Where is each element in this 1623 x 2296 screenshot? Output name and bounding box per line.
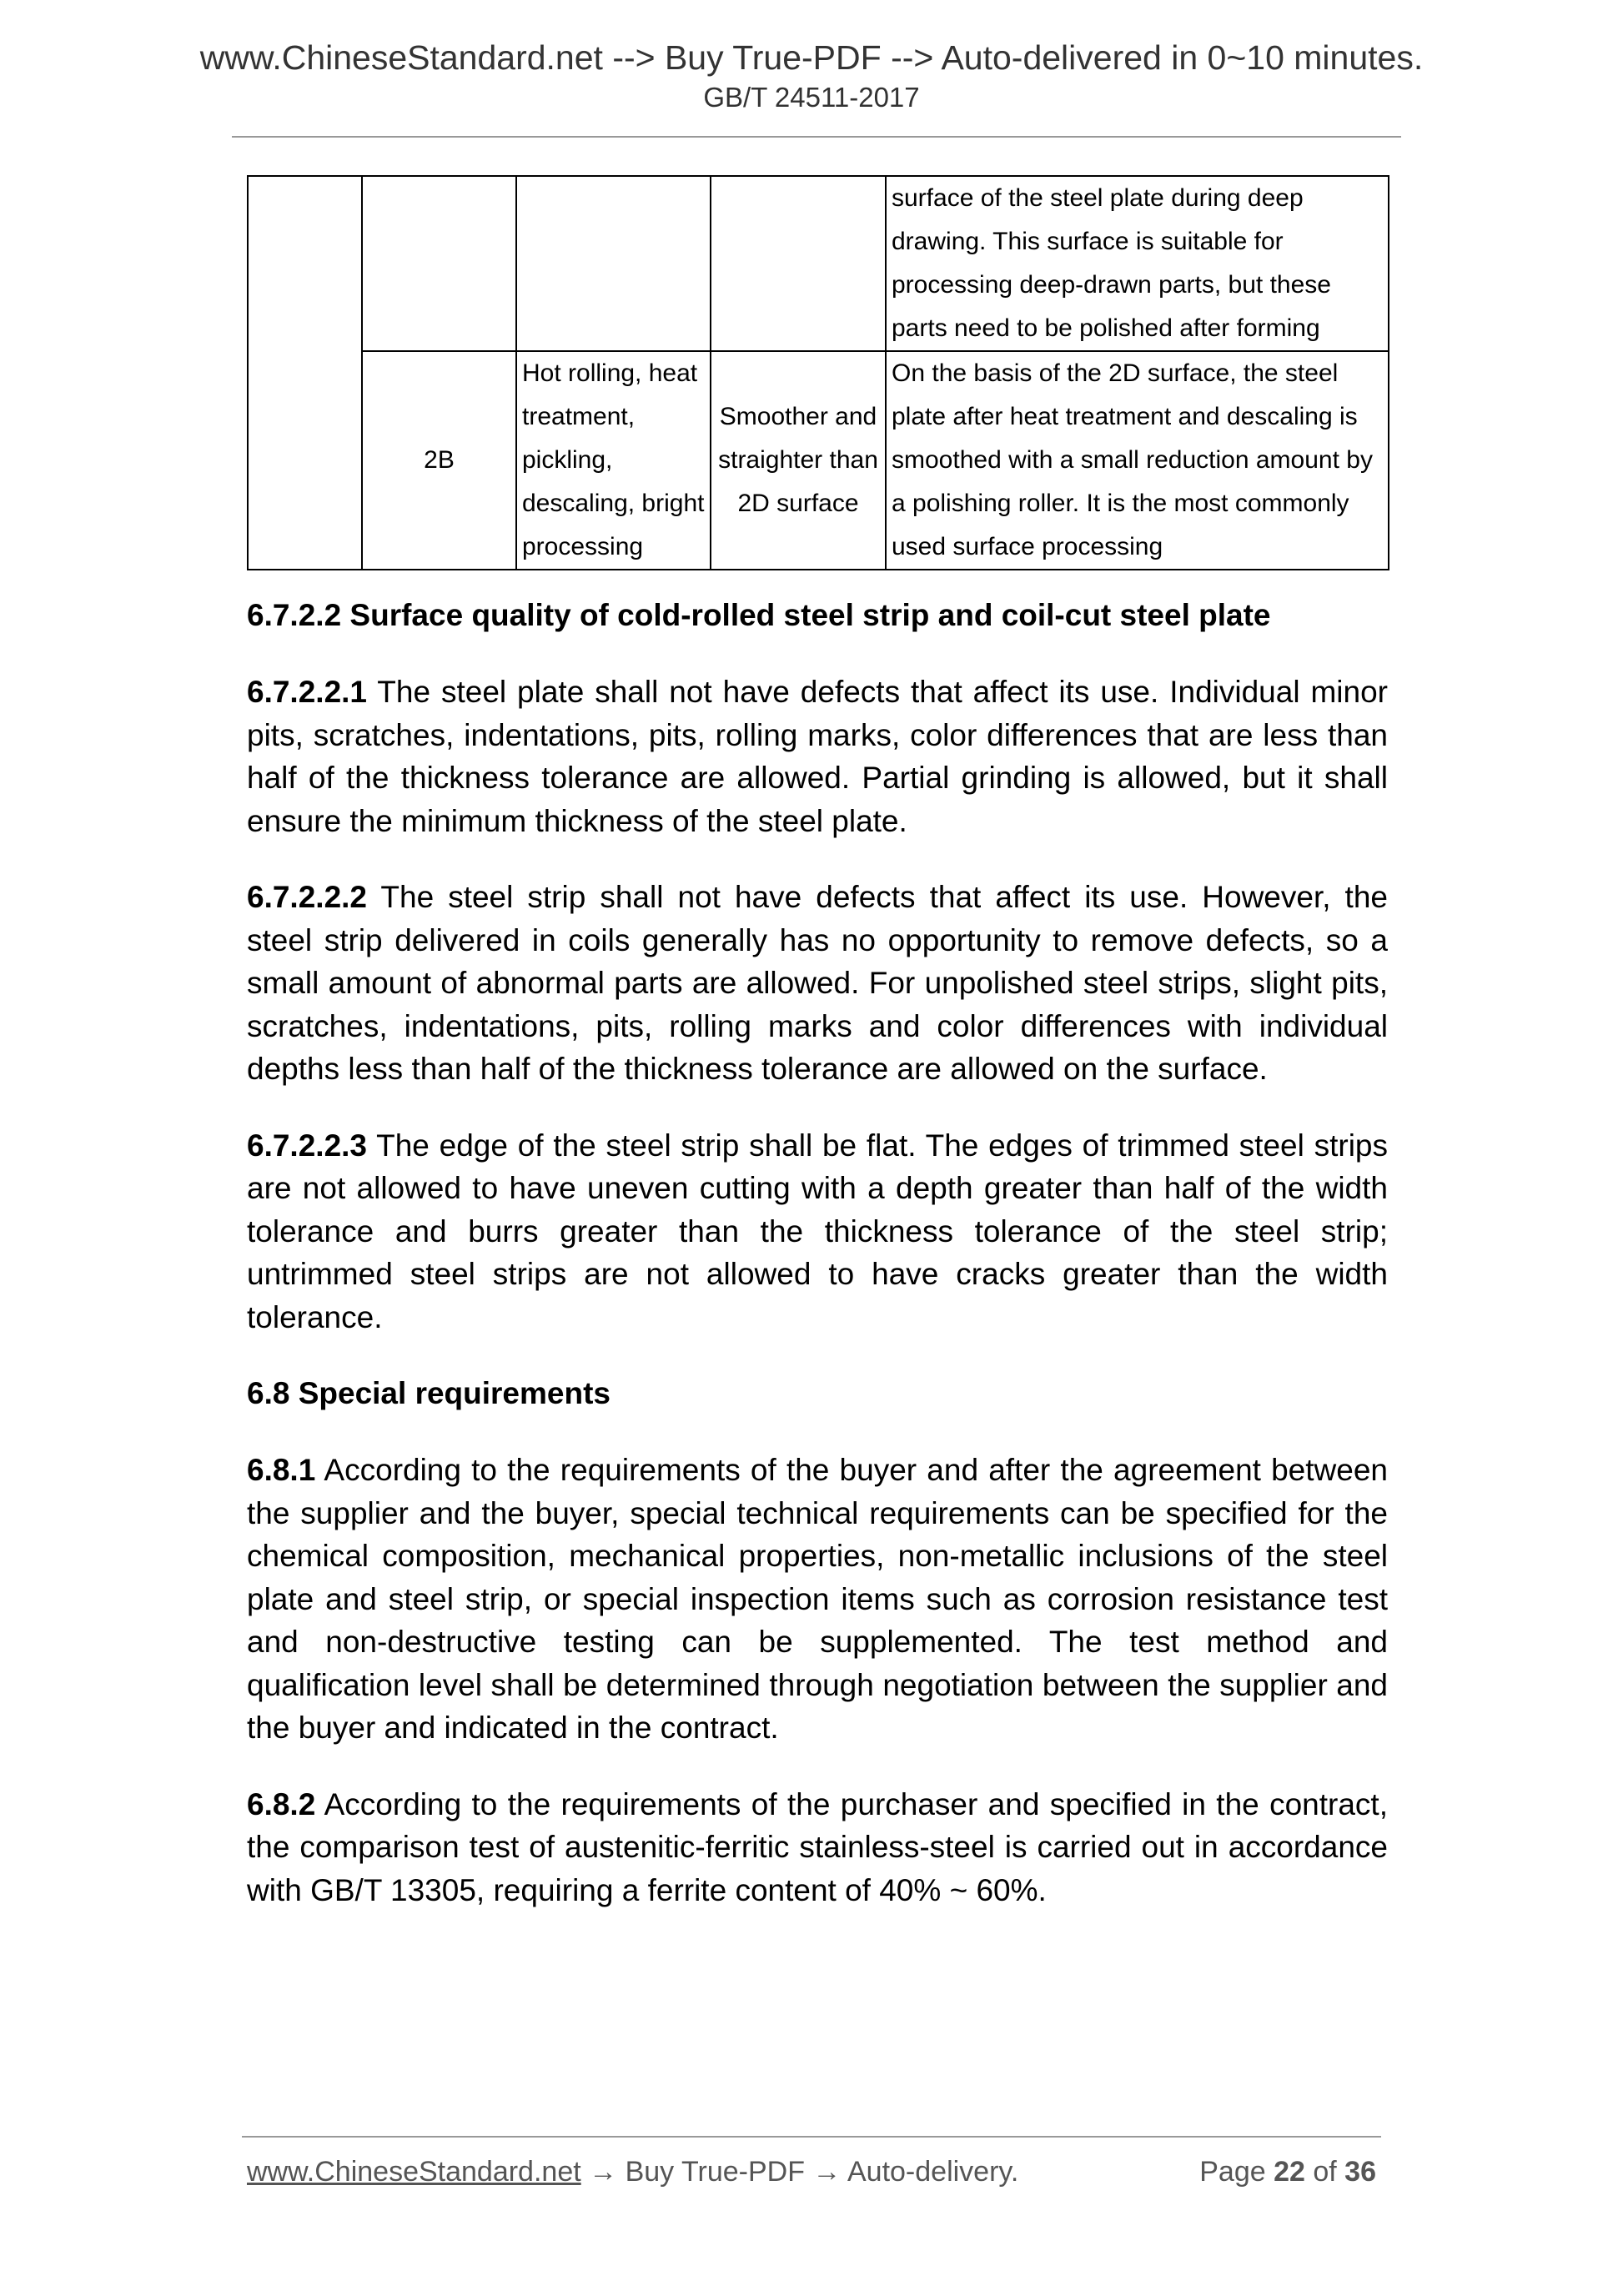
clause-number: 6.8.2 xyxy=(247,1786,316,1821)
clause-6-8-1 xyxy=(247,1449,1388,1750)
table-row xyxy=(248,176,1389,351)
page-number: 22 xyxy=(1274,2156,1305,2188)
process-line: descaling, bright xyxy=(522,490,705,517)
process-line: processing xyxy=(522,533,644,560)
process-line: Hot rolling, heat xyxy=(522,359,698,387)
clause-text: According to the requirements of the purchaser and specified in the contract, the comparison test of austenitic-ferritic stainless-steel is carried out in accordance with GB/T 13305, requiring a ferrite content of 40% ~ 60%. xyxy=(247,1786,1388,1907)
description-line: smoothed with a small reduction amount by xyxy=(892,446,1373,474)
description-line: surface of the steel plate during deep xyxy=(892,184,1304,212)
section-heading-6-7-2-2: 6.7.2.2 Surface quality of cold-rolled steel strip and coil-cut steel plate xyxy=(247,598,1271,632)
clause-text: The steel plate shall not have defects that affect its use. Individual minor pits, scratches, indentations, pits, rolling marks, color differences that are less than half of the thickness tolerance are allowed. Partial grinding is allowed, but it shall ensure the minimum thickness of the steel plate. xyxy=(247,675,1388,838)
clause-text: The edge of the steel strip shall be flat. The edges of trimmed steel strips are not allowed to have uneven cutting with a depth greater than half of the width tolerance and burrs greater than the thickness tolerance of the steel strip; untrimmed steel strips are not allowed to have cracks greater than the width tolerance. xyxy=(247,1128,1388,1334)
table-cell-process xyxy=(516,351,711,570)
description-line: parts need to be polished after forming xyxy=(892,314,1320,342)
clause-6-8-2 xyxy=(247,1783,1388,1912)
description-line: a polishing roller. It is the most commonly xyxy=(892,490,1349,517)
feature-line: straighter than xyxy=(718,446,878,474)
clause-number: 6.8.1 xyxy=(247,1453,316,1487)
header-divider xyxy=(232,136,1401,138)
clause-text: The steel strip shall not have defects that affect its use. However, the steel strip delivered in coils generally has no opportunity to remove defects, so a small amount of abnormal parts are allowed. For unpolished steel strips, slight pits, scratches, indentations, pits, rolling marks and color differences with individual depths less than half of the thickness tolerance are allowed on the surface. xyxy=(247,880,1388,1086)
feature-line: Smoother and xyxy=(719,403,877,430)
clause-text: According to the requirements of the buyer and after the agreement between the supplier and the buyer, special technical requirements can be specified for the chemical composition, mechanical properties, non-metallic inclusions of the steel plate and steel strip, or special inspection items such as corrosion resistance test and non-destructive testing can be supplemented. The test method and qualification level shall be determined through negotiation between the supplier and the buyer and indicated in the contract. xyxy=(247,1453,1388,1745)
document-body xyxy=(247,594,1388,1912)
clause-6-7-2-2-3 xyxy=(247,1124,1388,1339)
footer-link[interactable]: www.ChineseStandard.net xyxy=(247,2156,581,2188)
clause-number: 6.7.2.2.1 xyxy=(247,675,368,709)
header-banner: www.ChineseStandard.net --> Buy True-PDF --> Auto-delivered in 0~10 minutes. xyxy=(199,38,1424,77)
table-cell-description xyxy=(886,176,1389,351)
page-indicator xyxy=(1199,2156,1376,2188)
section-heading-6-8: 6.8 Special requirements xyxy=(247,1376,611,1410)
table-cell-description xyxy=(886,351,1389,570)
description-line: processing deep-drawn parts, but these xyxy=(892,271,1331,299)
description-line: used surface processing xyxy=(892,533,1163,560)
of-label: of xyxy=(1304,2156,1345,2188)
description-line: On the basis of the 2D surface, the steel xyxy=(892,359,1339,387)
footer-promo xyxy=(247,2156,1018,2188)
clause-6-7-2-2-2 xyxy=(247,876,1388,1091)
table-cell-feature xyxy=(711,176,886,351)
process-line: pickling, xyxy=(522,446,613,474)
description-line: drawing. This surface is suitable for xyxy=(892,228,1284,255)
description-line: plate after heat treatment and descaling is xyxy=(892,403,1358,430)
table-cell-code: 2B xyxy=(362,351,516,570)
process-line: treatment, xyxy=(522,403,636,430)
table-cell-process xyxy=(516,176,711,351)
footer-divider xyxy=(242,2136,1381,2138)
total-pages: 36 xyxy=(1344,2156,1376,2188)
clause-6-7-2-2-1 xyxy=(247,671,1388,842)
table-cell-group xyxy=(248,176,362,570)
table-cell-feature xyxy=(711,351,886,570)
table-cell-code xyxy=(362,176,516,351)
table-row xyxy=(248,351,1389,570)
footer-promo-text: → Buy True-PDF → Auto-delivery. xyxy=(580,2156,1019,2188)
clause-number: 6.7.2.2.3 xyxy=(247,1128,368,1163)
standard-code: GB/T 24511-2017 xyxy=(703,82,920,113)
clause-number: 6.7.2.2.2 xyxy=(247,880,368,914)
surface-finish-table xyxy=(247,175,1389,570)
feature-line: 2D surface xyxy=(737,490,859,517)
page-label: Page xyxy=(1199,2156,1274,2188)
